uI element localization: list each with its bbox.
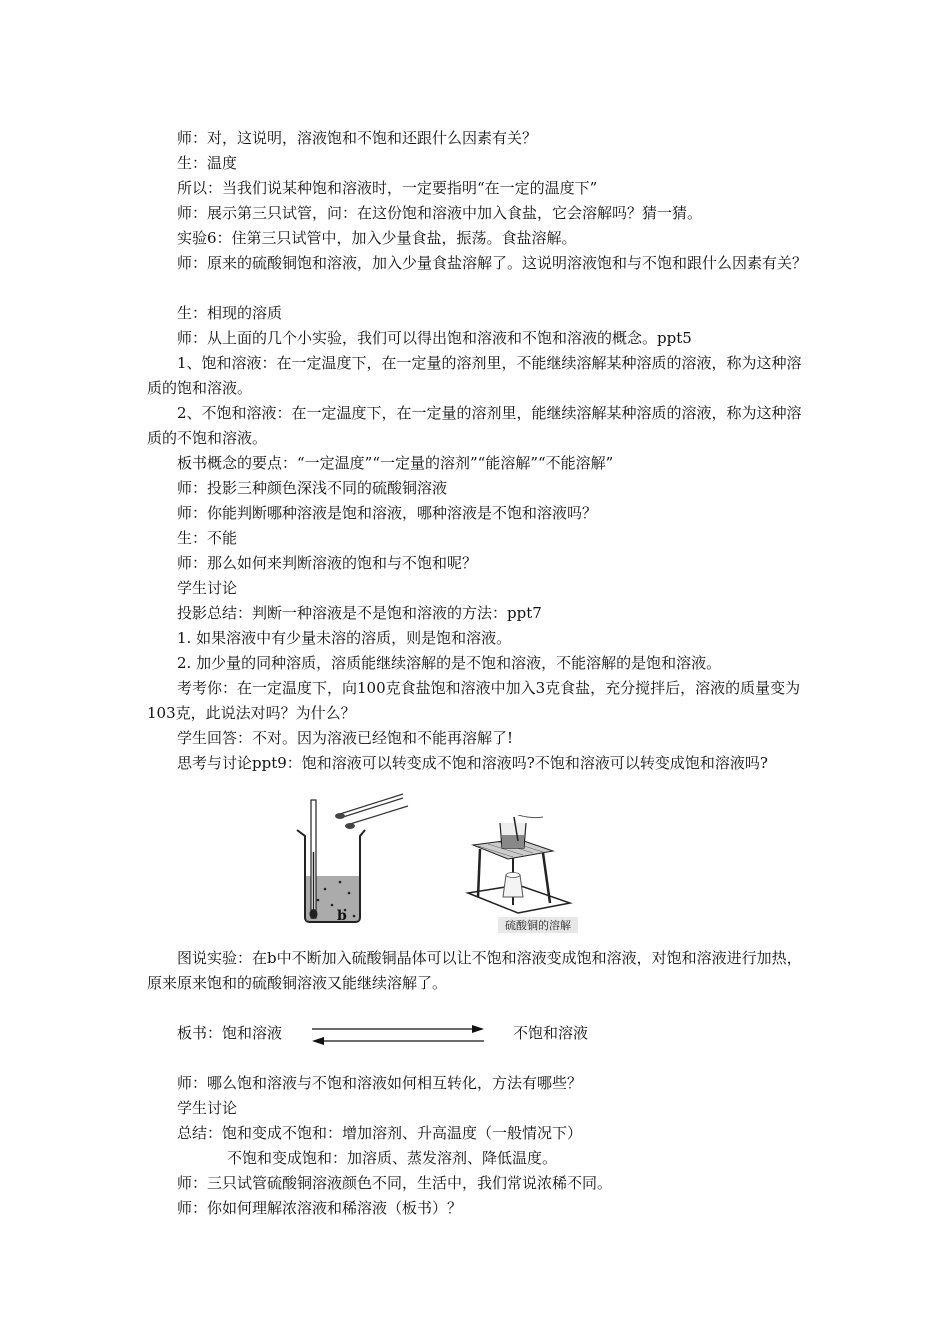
paragraph: 师：你如何理解浓溶液和稀溶液（板书）？ [177, 1199, 463, 1217]
paragraph: 师：投影三种颜色深浅不同的硫酸铜溶液 [177, 479, 448, 497]
reversible-arrows [308, 1021, 488, 1049]
paragraph: 师：你能判断哪种溶液是饱和溶液，哪种溶液是不饱和溶液吗？ [177, 504, 598, 522]
discussion-question: 思考与讨论ppt9：饱和溶液可以转变成不饱和溶液吗?不饱和溶液可以转变成饱和溶液吗? [177, 754, 768, 772]
definition-unsaturated: 2、不饱和溶液：在一定温度下，在一定量的溶剂里，能继续溶解某种溶质的溶液，称为这种溶质的不饱和溶液。 [147, 404, 802, 447]
paragraph: 师：对，这说明，溶液饱和不饱和还跟什么因素有关？ [177, 129, 538, 147]
paragraph: 师：原来的硫酸铜饱和溶液，加入少量食盐溶解了。这说明溶液饱和与不饱和跟什么因素有关？ [177, 254, 808, 272]
board-saturated-label: 板书：饱和溶液 [177, 1024, 283, 1042]
paragraph: 生：相现的溶质 [177, 304, 283, 322]
paragraph: 师：哪么饱和溶液与不饱和溶液如何相互转化，方法有哪些？ [177, 1074, 583, 1092]
paragraph: 师：那么如何来判断溶液的饱和与不饱和呢？ [177, 554, 478, 572]
paragraph: 板书概念的要点：“一定温度”“一定量的溶剂”“能溶解”“不能溶解” [177, 454, 614, 472]
method-item-1: 1. 如果溶液中有少量未溶的溶质，则是饱和溶液。 [177, 629, 512, 647]
definition-saturated: 1、饱和溶液：在一定温度下，在一定量的溶剂里，不能继续溶解某种溶质的溶液，称为这种溶质的饱和溶液。 [147, 354, 802, 397]
summary-to-unsaturated: 总结：饱和变成不饱和：增加溶剂、升高温度（一般情况下） [177, 1124, 583, 1142]
paragraph: 学生讨论 [177, 579, 238, 597]
paragraph: 生：不能 [177, 529, 238, 547]
paragraph: 师：三只试管硫酸铜溶液颜色不同，生活中，我们常说浓稀不同。 [177, 1174, 613, 1192]
paragraph: 师：展示第三只试管，问：在这份饱和溶液中加入食盐，它会溶解吗？猜一猜。 [177, 204, 703, 222]
paragraph: 投影总结：判断一种溶液是不是饱和溶液的方法：ppt7 [177, 604, 542, 622]
figure-explanation: 图说实验：在b中不断加入硫酸铜晶体可以让不饱和溶液变成饱和溶液，对饱和溶液进行加热，原来原来饱和的硫酸铜溶液又能继续溶解了。 [147, 949, 802, 992]
summary-to-saturated: 不饱和变成饱和：加溶质、蒸发溶剂、降低温度。 [227, 1149, 558, 1167]
paragraph: 生：温度 [177, 154, 238, 172]
paragraph: 学生讨论 [177, 1099, 238, 1117]
figure-caption-copper-sulfate: 硫酸铜的溶解 [505, 919, 571, 932]
paragraph: 师：从上面的几个小实验，我们可以得出饱和溶液和不饱和溶液的概念。ppt5 [177, 329, 692, 347]
paragraph: 所以：当我们说某种饱和溶液时，一定要指明“在一定的温度下” [177, 179, 598, 197]
board-unsaturated-label: 不饱和溶液 [513, 1024, 589, 1042]
paragraph: 学生回答：不对。因为溶液已经饱和不能再溶解了! [177, 729, 514, 747]
method-item-2: 2. 加少量的同种溶质，溶质能继续溶解的是不饱和溶液，不能溶解的是饱和溶液。 [177, 654, 722, 672]
figure-label-b: b [337, 908, 347, 924]
paragraph: 实验6：住第三只试管中，加入少量食盐，振荡。食盐溶解。 [177, 229, 577, 247]
quiz-question: 考考你：在一定温度下，向100克食盐饱和溶液中加入3克食盐，充分搅拌后，溶液的质量变为103克，此说法对吗？为什么？ [147, 679, 801, 722]
beaker-b-illustration [285, 792, 415, 932]
